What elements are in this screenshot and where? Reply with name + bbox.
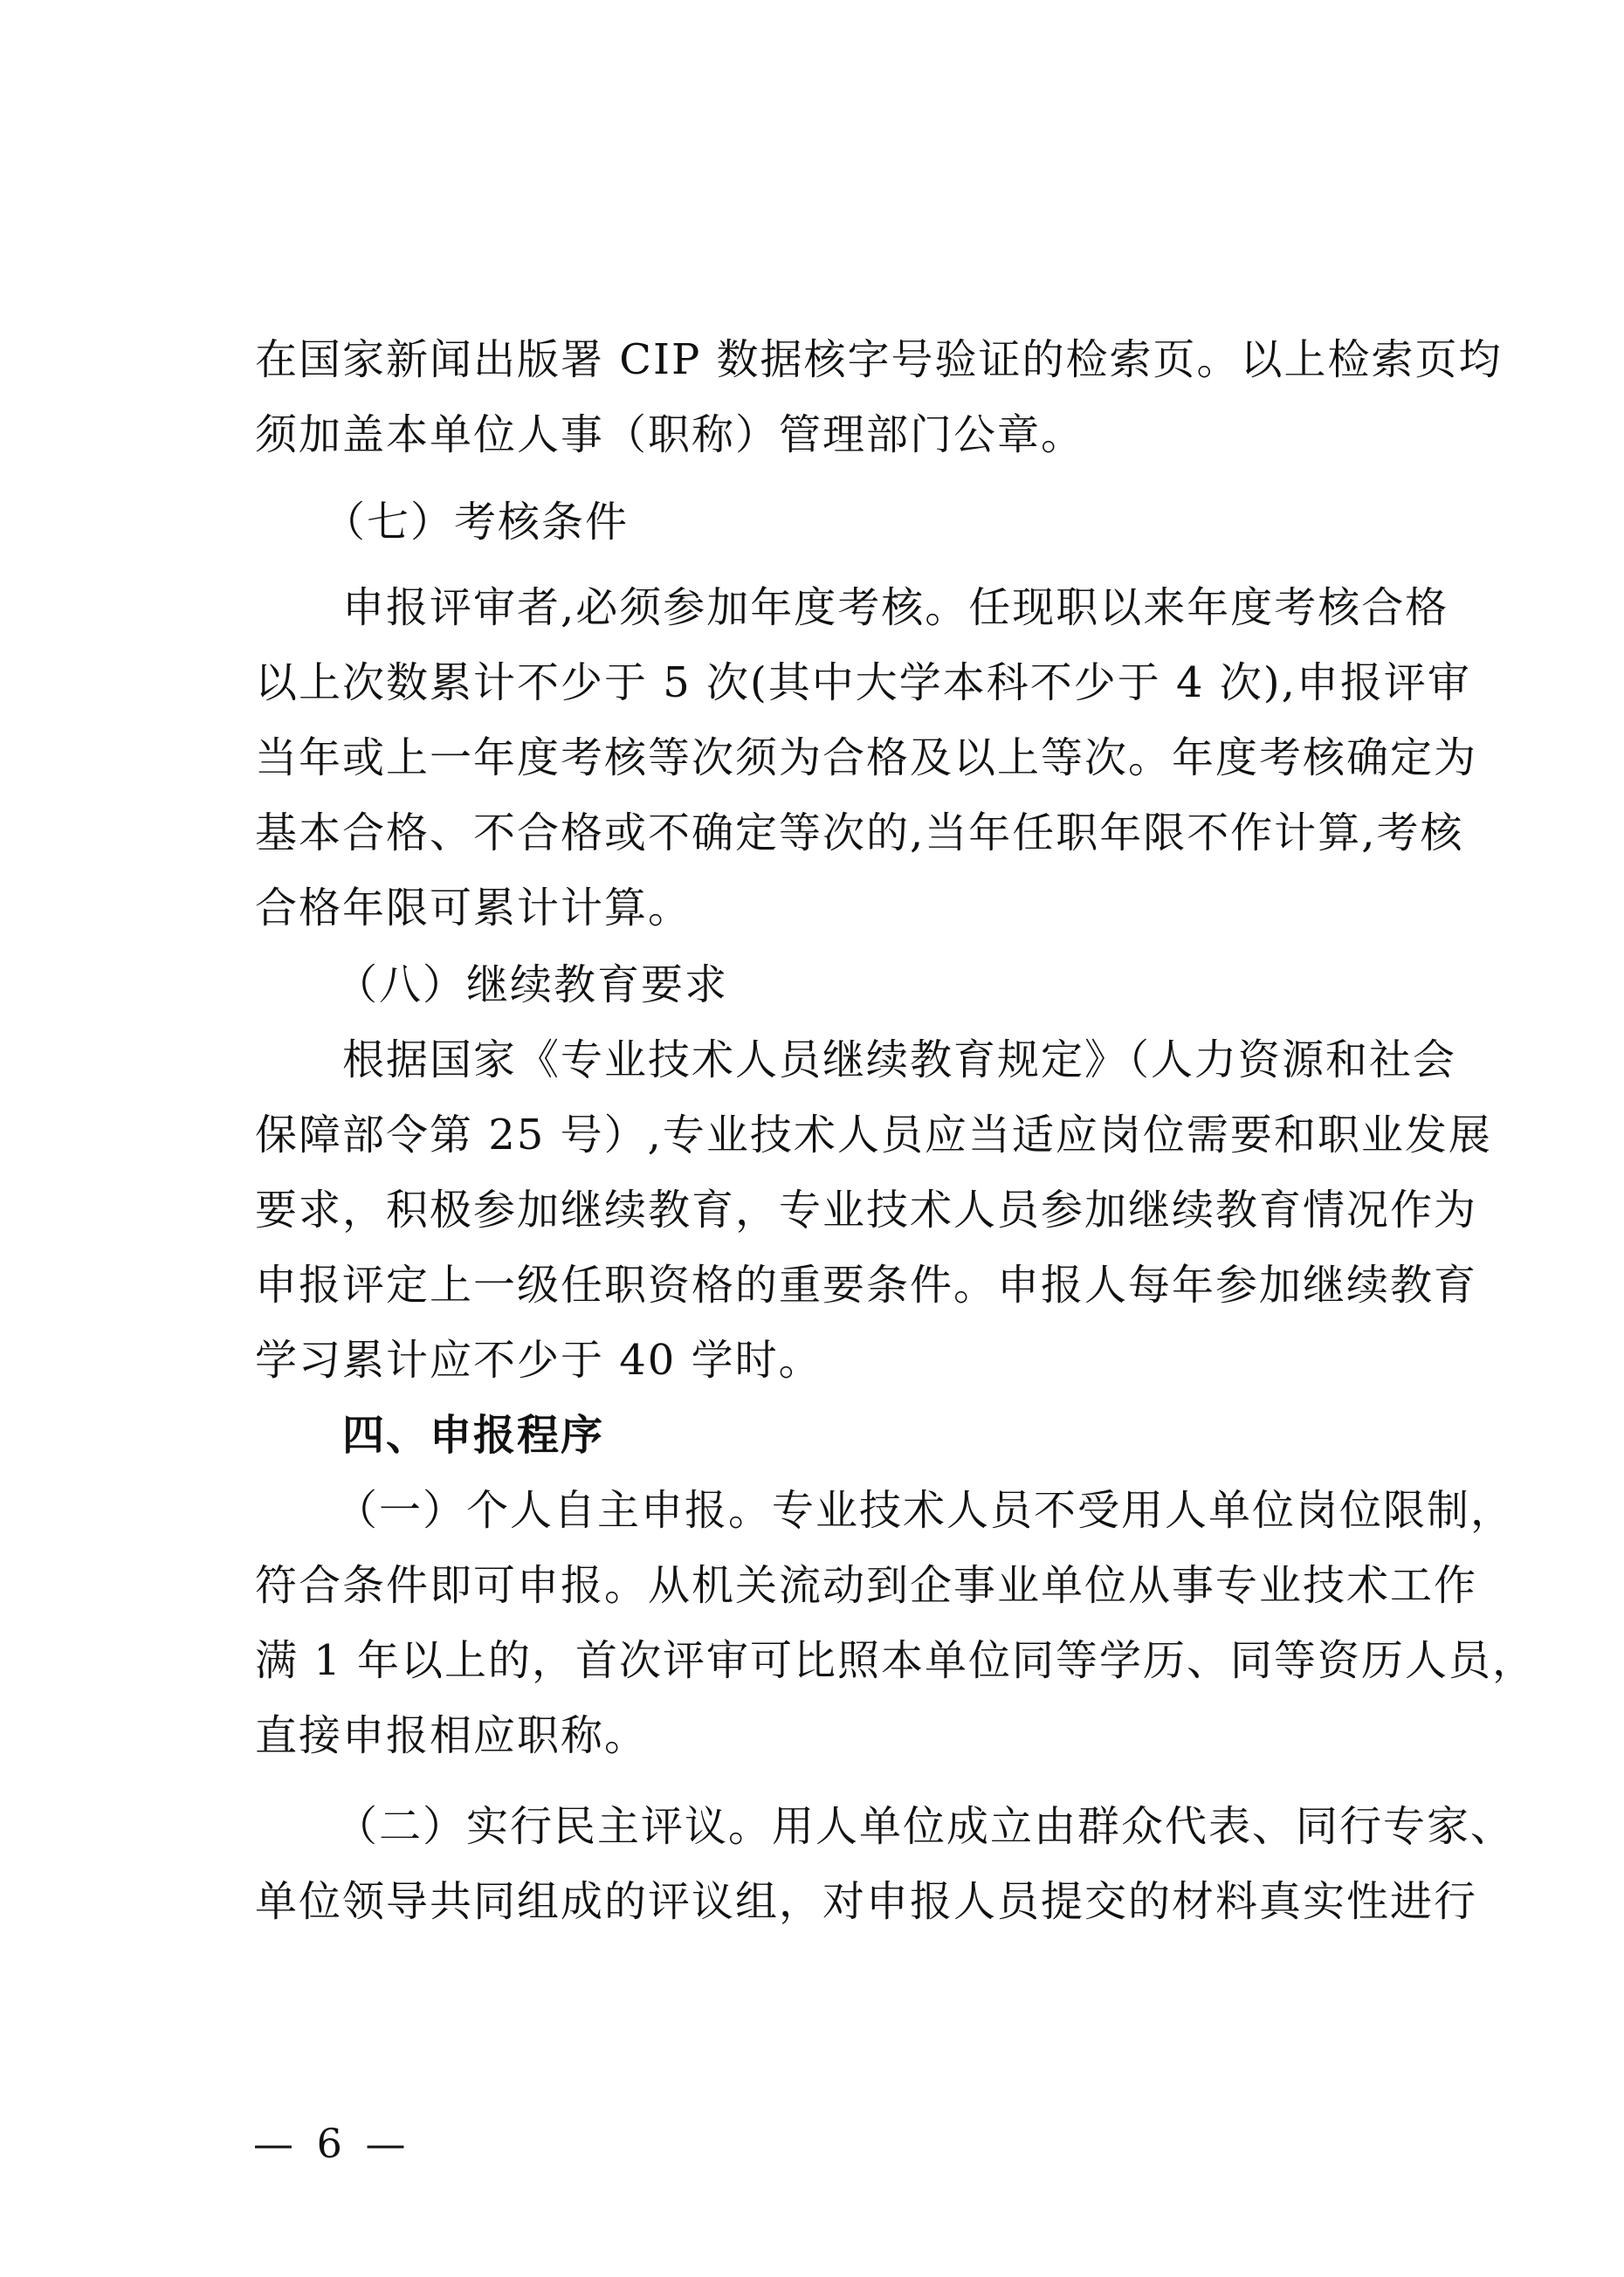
section-heading-4: 四、申报程序	[342, 1411, 605, 1460]
body-line: 当年或上一年度考核等次须为合格及以上等次。年度考核确定为	[255, 733, 1478, 782]
page-number: — 6 —	[253, 2120, 411, 2167]
body-line: 须加盖本单位人事（职称）管理部门公章。	[255, 410, 1085, 459]
body-line: 保障部令第 25 号）,专业技术人员应当适应岗位需要和职业发展	[255, 1111, 1492, 1159]
body-line: 满 1 年以上的，首次评审可比照本单位同等学历、同等资历人员，	[255, 1636, 1537, 1685]
body-line: 要求，积极参加继续教育，专业技术人员参加继续教育情况作为	[255, 1186, 1478, 1235]
paragraph-first-line: 根据国家《专业技术人员继续教育规定》（人力资源和社会	[342, 1035, 1457, 1084]
body-line: 符合条件即可申报。从机关流动到企事业单位从事专业技术工作	[255, 1561, 1478, 1610]
body-line: 直接申报相应职称。	[255, 1711, 649, 1760]
paragraph-first-line: 申报评审者,必须参加年度考核。任现职以来年度考核合格	[342, 583, 1449, 632]
paragraph-first-line: （一）个人自主申报。专业技术人员不受用人单位岗位限制，	[335, 1486, 1515, 1535]
section-heading-7: （七）考核条件	[323, 498, 630, 547]
body-line: 合格年限可累计计算。	[255, 884, 692, 932]
body-line: 单位领导共同组成的评议组，对申报人员提交的材料真实性进行	[255, 1877, 1478, 1926]
body-line: 申报评定上一级任职资格的重要条件。申报人每年参加继续教育	[255, 1261, 1478, 1310]
body-line: 以上次数累计不少于 5 次(其中大学本科不少于 4 次),申报评审	[255, 658, 1471, 707]
paragraph-first-line: （二）实行民主评议。用人单位成立由群众代表、同行专家、	[335, 1802, 1515, 1851]
body-line: 在国家新闻出版署 CIP 数据核字号验证的检索页。以上检索页均	[255, 335, 1503, 384]
section-heading-8: （八）继续教育要求	[335, 960, 729, 1009]
body-line: 学习累计应不少于 40 学时。	[255, 1336, 822, 1385]
body-line: 基本合格、不合格或不确定等次的,当年任职年限不作计算,考核	[255, 808, 1464, 857]
